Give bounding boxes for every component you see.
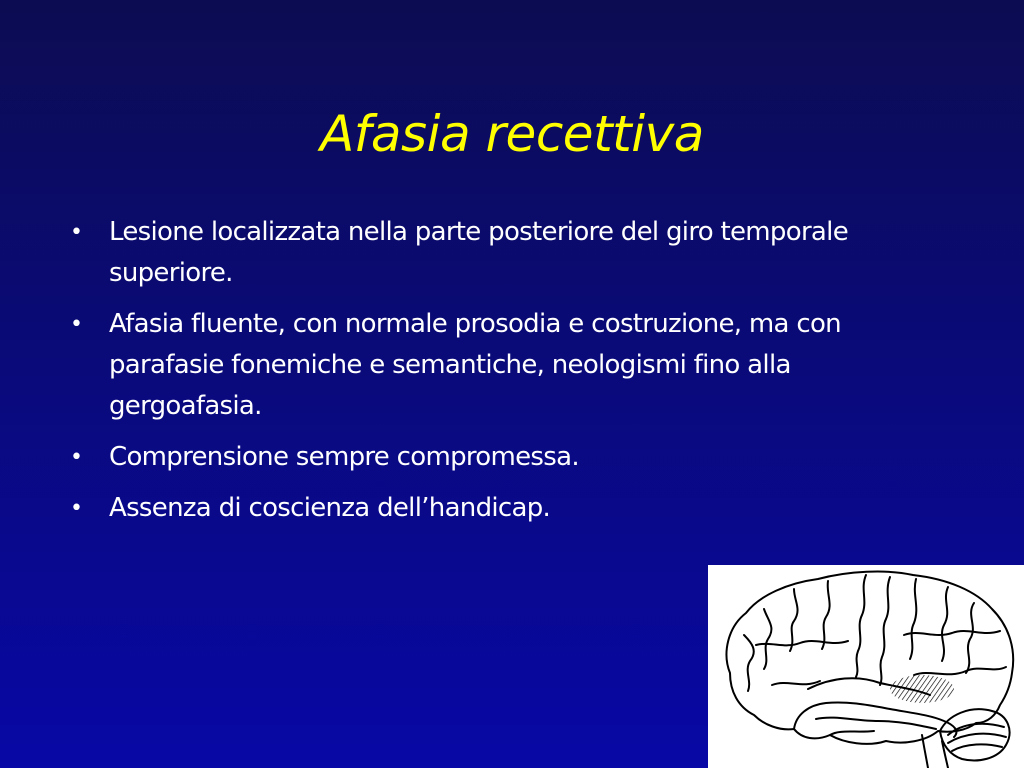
bullet-icon: • [70, 496, 83, 521]
bullet-text: Afasia fluente, con normale prosodia e costruzione, ma con parafasie fonemiche e semantiche, neologismi fino alla gergoafasia. [109, 309, 841, 421]
bullet-list [70, 212, 890, 539]
bullet-text: Lesione localizzata nella parte posteriore del giro temporale superiore. [109, 217, 848, 288]
list-item [70, 304, 890, 427]
bullet-text: Assenza di coscienza dell’handicap. [109, 493, 551, 523]
brain-illustration-icon [708, 565, 1024, 768]
bullet-icon: • [70, 445, 83, 470]
bullet-icon: • [70, 220, 83, 245]
list-item [70, 437, 890, 478]
bullet-text: Comprensione sempre compromessa. [109, 442, 579, 472]
slide-title: Afasia recettiva [320, 105, 704, 163]
list-item [70, 488, 890, 529]
brain-image [708, 565, 1024, 768]
bullet-icon: • [70, 312, 83, 337]
list-item [70, 212, 890, 294]
